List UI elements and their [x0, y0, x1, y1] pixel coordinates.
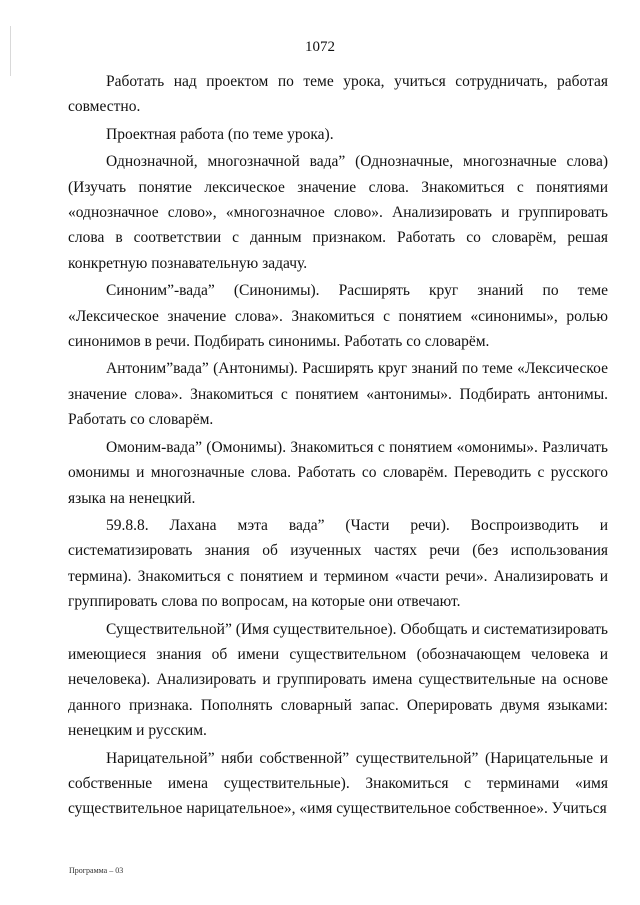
paragraph-1: Работать над проектом по теме урока, учиться сотрудничать, работая совместно. [68, 73, 608, 116]
page-number: 1072 [305, 39, 335, 55]
paragraph-8: Существительной” (Имя существительное). Обобщать и систематизировать имеющиеся знания об имени существительном (обозначающем человека и нечеловека). Анализировать и группировать имена существительные на основе данного признака. Пополнять словарный запас. Оперировать двумя языками: ненецким и русским. [68, 620, 608, 740]
document-body [68, 69, 608, 824]
paragraph-5: Антоним”вада” (Антонимы). Расширять круг знаний по теме «Лексическое значение слова». Знакомиться с понятием «антонимы». Подбирать антонимы. Работать со словарём. [68, 360, 608, 429]
paragraph-9: Нарицательной” няби собственной” существительной” (Нарицательные и собственные имена существительные). Знакомиться с терминами «имя существительное нарицательное», «имя существительное собственное». Учиться [68, 749, 608, 818]
page-footer: Программа – 03 [69, 866, 124, 875]
paragraph-7: 59.8.8. Лахана мэта вада” (Части речи). Воспроизводить и систематизировать знания об изученных частях речи (без использования термина). Знакомиться с понятием и термином «части речи». Анализировать и группировать слова по вопросам, на которые они отвечают. [68, 516, 608, 611]
paragraph-6: Омоним-вада” (Омонимы). Знакомиться с понятием «омонимы». Различать омонимы и многозначные слова. Работать со словарём. Переводить с русского языка на ненецкий. [68, 438, 608, 507]
paragraph-3: Однозначной, многозначной вада” (Однозначные, многозначные слова) (Изучать понятие лексическое значение слова. Знакомиться с понятиями «однозначное слово», «многозначное слово». Анализировать и группировать слова в соответствии с данным признаком. Работать со словарём, решая конкретную познавательную задачу. [68, 153, 608, 272]
paragraph-2: Проектная работа (по теме урока). [106, 125, 334, 143]
paragraph-4: Синоним”-вада” (Синонимы). Расширять круг знаний по теме «Лексическое значение слова». Знакомиться с понятием «синонимы», ролью синонимов в речи. Подбирать синонимы. Работать со словарём. [68, 282, 608, 351]
